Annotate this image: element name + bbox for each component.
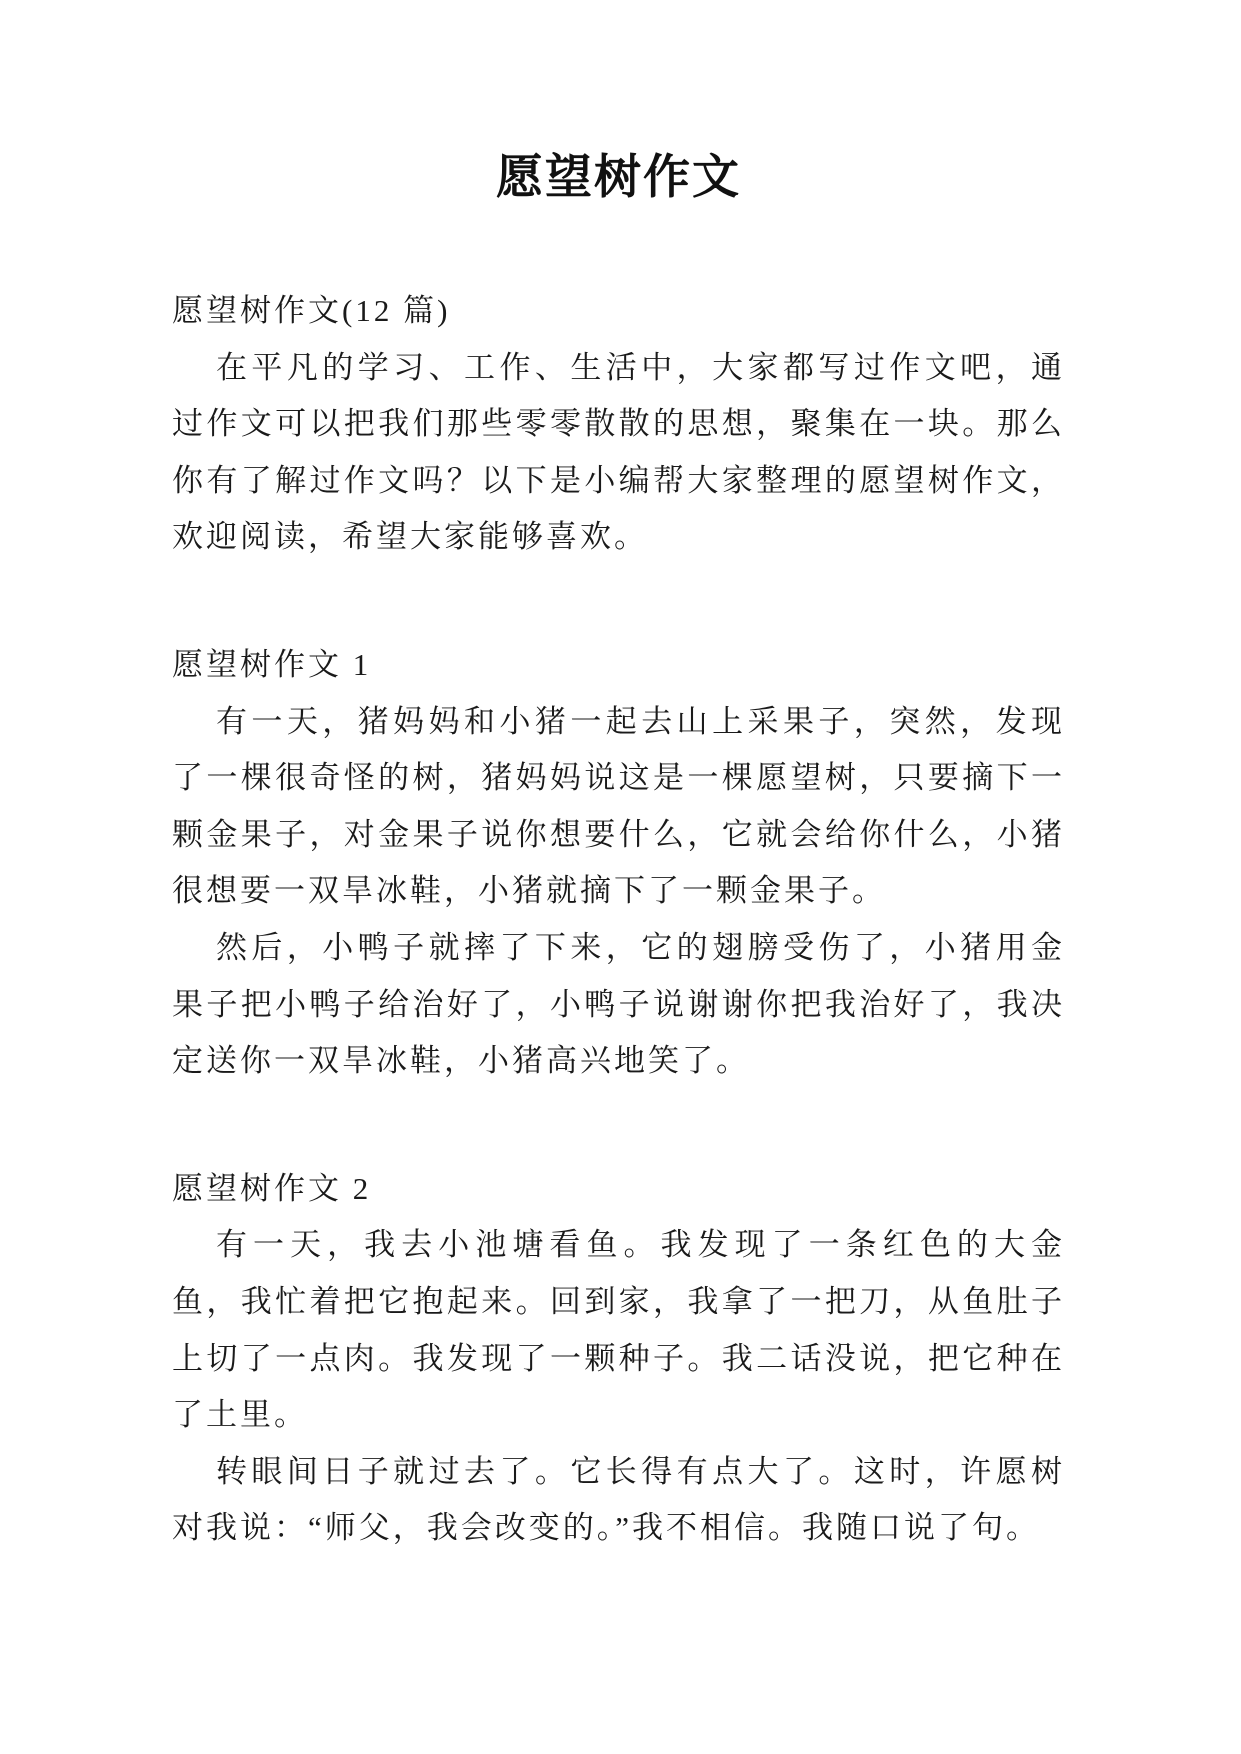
section-1-heading: 愿望树作文 1 (172, 646, 372, 682)
section-2-paragraph-1: 有一天，我去小池塘看鱼。我发现了一条红色的大金鱼，我忙着把它抱起来。回到家，我拿了一把刀，从鱼肚子上切了一点肉。我发现了一颗种子。我二话没说，把它种在了土里。 (172, 1227, 1065, 1433)
essay-section-2 (172, 1161, 1065, 1557)
section-1-paragraph-1: 有一天，猪妈妈和小猪一起去山上采果子，突然，发现了一棵很奇怪的树，猪妈妈说这是一棵愿望树，只要摘下一颗金果子，对金果子说你想要什么，它就会给你什么，小猪很想要一双旱冰鞋，小猪就摘下了一颗金果子。 (172, 703, 1065, 909)
section-2-paragraph-2: 转眼间日子就过去了。它长得有点大了。这时，许愿树对我说：“师父，我会改变的。”我不相信。我随口说了句。 (172, 1453, 1065, 1546)
intro-paragraph: 在平凡的学习、工作、生活中，大家都写过作文吧，通过作文可以把我们那些零零散散的思想，聚集在一块。那么你有了解过作文吗？以下是小编帮大家整理的愿望树作文，欢迎阅读，希望大家能够喜欢。 (172, 349, 1065, 555)
essay-section-1 (172, 637, 1065, 1090)
section-2-heading: 愿望树作文 2 (172, 1170, 372, 1206)
document-subtitle: 愿望树作文(12 篇) (172, 293, 451, 328)
section-1-paragraph-2: 然后，小鸭子就摔了下来，它的翅膀受伤了，小猪用金果子把小鸭子给治好了，小鸭子说谢谢你把我治好了，我决定送你一双旱冰鞋，小猪高兴地笑了。 (172, 929, 1065, 1079)
document-title: 愿望树作文 (496, 152, 741, 204)
